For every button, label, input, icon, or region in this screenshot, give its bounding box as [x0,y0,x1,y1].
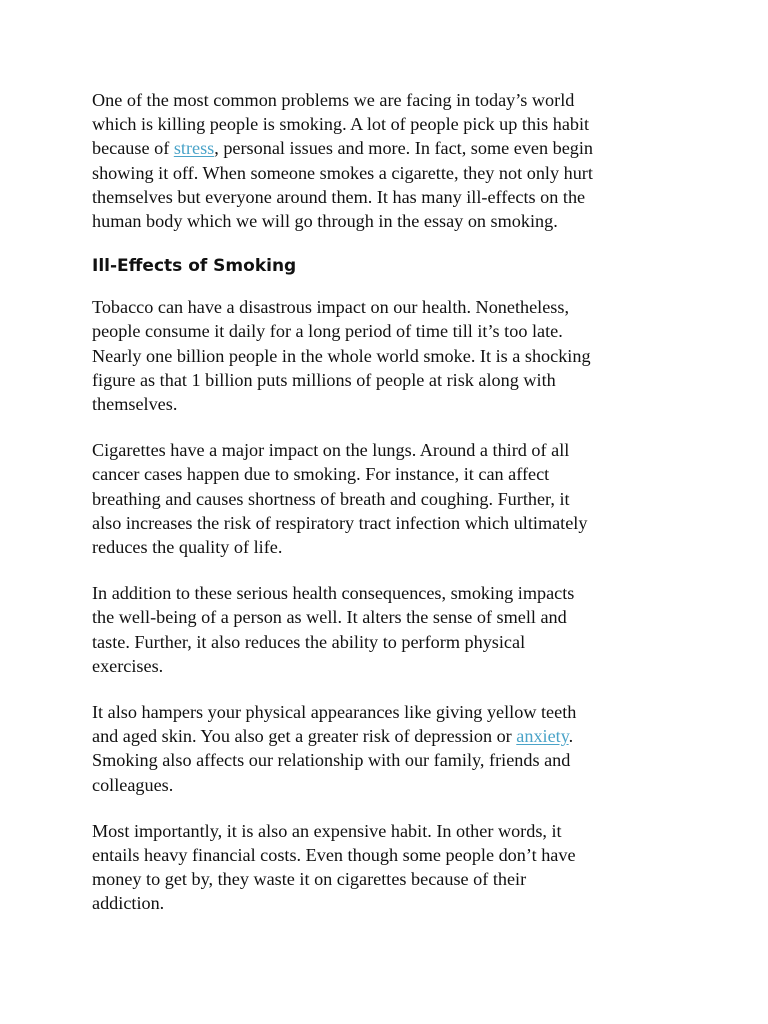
text-line: addiction. [92,893,165,914]
text-line: themselves. [92,394,178,415]
text-line: Most importantly, it is also an expensive habit. In other words, it [92,820,562,841]
anxiety-link[interactable]: anxiety [516,726,569,747]
section-heading: Ill-Effects of Smoking [92,256,297,277]
text-fragment: , personal issues and more. In fact, some even begin [214,138,594,159]
paragraph-expense [92,819,682,916]
text-line: colleagues. [92,774,174,795]
text-line: exercises. [92,655,164,676]
text-fragment: . [568,726,574,747]
paragraph-wellbeing [92,581,682,678]
text-line: themselves but everyone around them. It has many ill-effects on the [92,186,586,207]
text-line: the well-being of a person as well. It alters the sense of smell and [92,607,567,628]
paragraph-tobacco [92,295,682,416]
text-line: reduces the quality of life. [92,537,283,558]
text-line: Tobacco can have a disastrous impact on our health. Nonetheless, [92,297,570,318]
text-line: people consume it daily for a long period of time till it’s too late. [92,321,563,342]
text-line [92,136,682,160]
text-line: also increases the risk of respiratory tract infection which ultimately [92,512,588,533]
text-line: entails heavy financial costs. Even though some people don’t have [92,845,576,866]
text-line: figure as that 1 billion puts millions of people at risk along with [92,369,556,390]
text-fragment: and aged skin. You also get a greater risk of depression or [92,726,517,747]
text-line: showing it off. When someone smokes a cigarette, they not only hurt [92,162,593,183]
text-line: which is killing people is smoking. A lot of people pick up this habit [92,114,590,135]
text-line: cancer cases happen due to smoking. For instance, it can affect [92,464,550,485]
stress-link[interactable]: stress [173,138,215,159]
text-line: taste. Further, it also reduces the ability to perform physical [92,631,526,652]
text-line: It also hampers your physical appearances like giving yellow teeth [92,702,577,723]
text-line: In addition to these serious health consequences, smoking impacts [92,583,575,604]
text-line [92,724,682,748]
intro-paragraph [92,88,682,233]
text-line: Cigarettes have a major impact on the lungs. Around a third of all [92,440,570,461]
text-line: One of the most common problems we are facing in today’s world [92,90,575,110]
text-fragment: because of [92,138,174,159]
text-line: breathing and causes shortness of breath and coughing. Further, it [92,488,570,509]
text-line: money to get by, they waste it on cigarettes because of their [92,869,527,890]
paragraph-appearance [92,700,682,797]
document-page [92,88,682,938]
text-line: Smoking also affects our relationship with our family, friends and [92,750,571,771]
text-line: human body which we will go through in the essay on smoking. [92,211,558,232]
paragraph-lungs [92,438,682,559]
text-line: Nearly one billion people in the whole world smoke. It is a shocking [92,345,591,366]
